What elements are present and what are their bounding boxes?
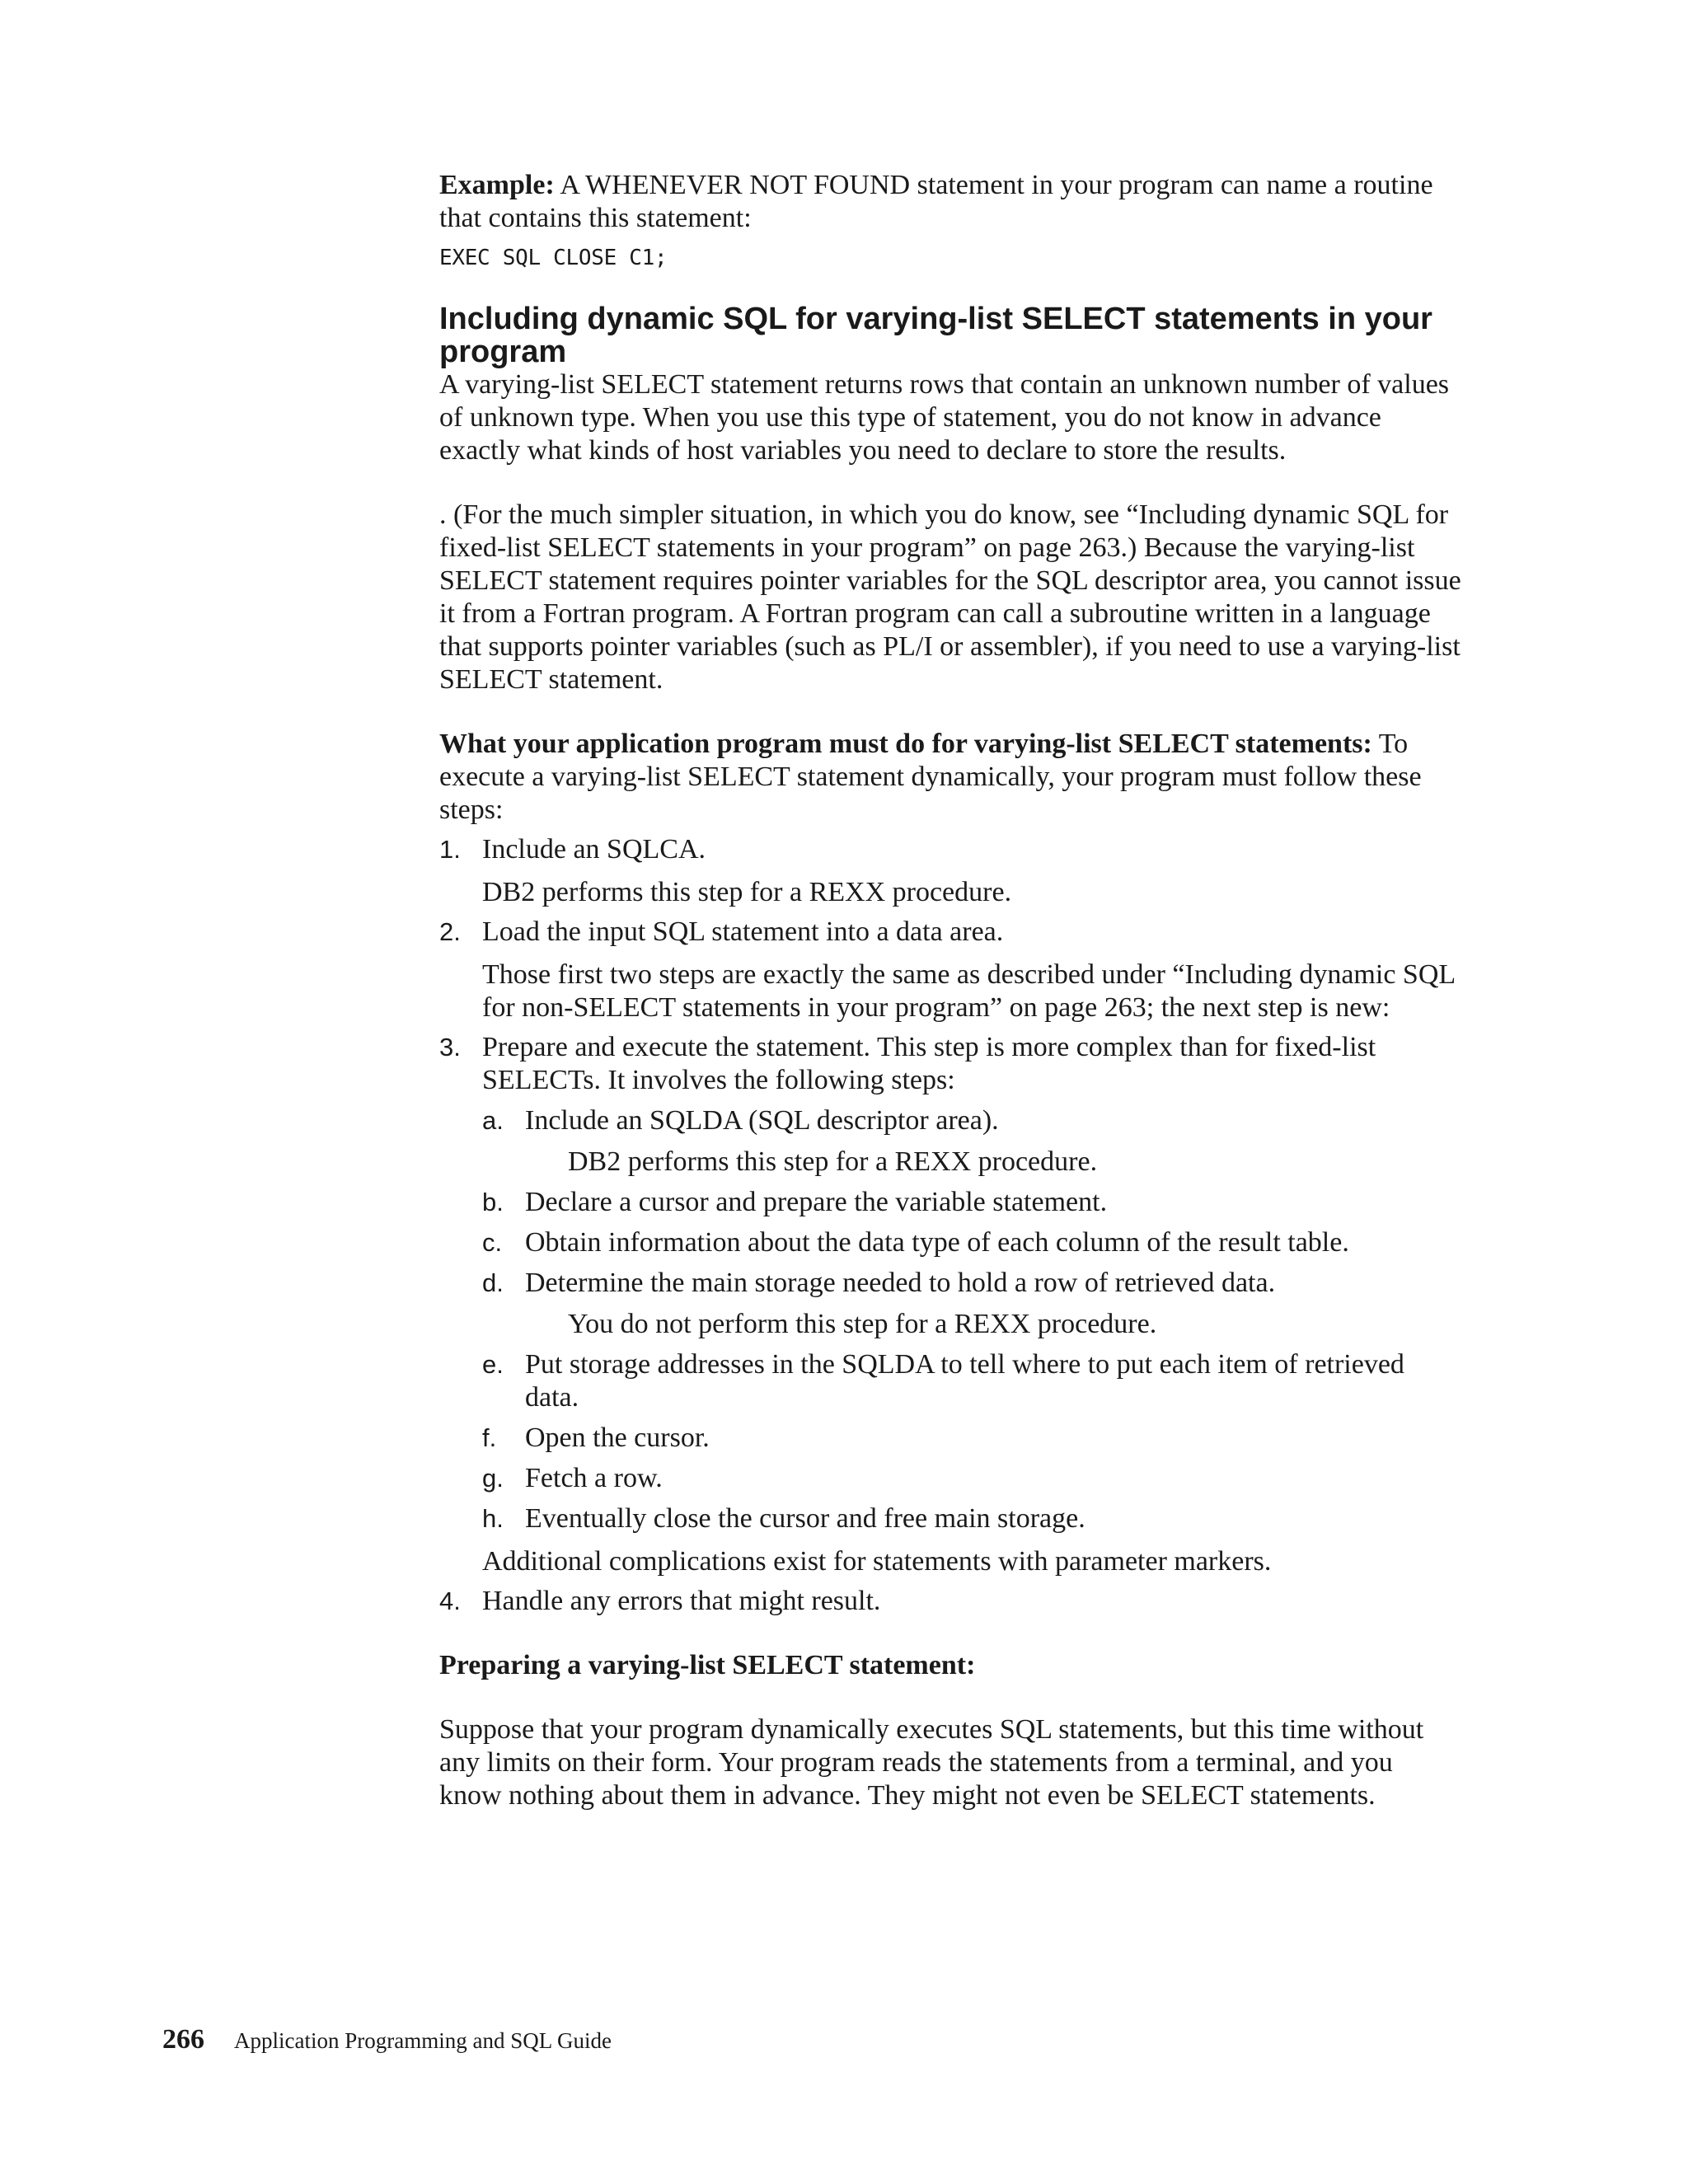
substep-item xyxy=(482,1348,1461,1414)
steps-intro-label: What your application program must do for varying-list SELECT statements: xyxy=(439,729,1372,759)
page-number: 266 xyxy=(162,2024,204,2055)
step-note: Those first two steps are exactly the same as described under “Including dynamic SQL for non-SELECT statements in your program” on page 263; the next step is new: xyxy=(482,959,1455,1023)
step-text: Prepare and execute the statement. This step is more complex than for fixed-list SELECTs. It involves the following steps: xyxy=(482,1032,1376,1095)
step-text: Load the input SQL statement into a data area. xyxy=(482,916,1004,947)
substep-text: Fetch a row. xyxy=(525,1463,663,1493)
example-label: Example: xyxy=(439,170,555,200)
step-note: DB2 performs this step for a REXX procedure. xyxy=(482,877,1012,907)
steps-intro-paragraph xyxy=(439,728,1461,827)
step-number: 2. xyxy=(439,917,461,946)
substep-letter: b. xyxy=(482,1188,504,1216)
substep-letter: d. xyxy=(482,1268,504,1297)
substep-text: Open the cursor. xyxy=(525,1422,710,1453)
substep-letter: f. xyxy=(482,1423,497,1452)
preparing-heading: Preparing a varying-list SELECT statement: xyxy=(439,1650,976,1680)
page-footer xyxy=(162,2024,612,2055)
step-number: 4. xyxy=(439,1586,461,1615)
intro-paragraph: A varying-list SELECT statement returns rows that contain an unknown number of values of unknown type. When you use this type of statement, you do not know in advance exactly what kinds of host variables you need to declare to store the results. xyxy=(439,369,1450,466)
substep-letter: e. xyxy=(482,1350,504,1379)
substep-note: You do not perform this step for a REXX procedure. xyxy=(568,1309,1157,1339)
step-note: Additional complications exist for statements with parameter markers. xyxy=(482,1546,1272,1577)
step-number: 1. xyxy=(439,835,461,864)
step-text: Handle any errors that might result. xyxy=(482,1586,881,1616)
step-number: 3. xyxy=(439,1033,461,1062)
substep-item xyxy=(482,1104,1461,1137)
substep-letter: c. xyxy=(482,1228,503,1257)
substeps-list xyxy=(482,1104,1461,1535)
substep-text: Eventually close the cursor and free main storage. xyxy=(525,1503,1085,1534)
substep-note: DB2 performs this step for a REXX procedure. xyxy=(568,1146,1098,1177)
substep-text: Put storage addresses in the SQLDA to tell where to put each item of retrieved data. xyxy=(525,1349,1404,1413)
step-text: Include an SQLCA. xyxy=(482,834,706,865)
substep-letter: a. xyxy=(482,1106,504,1135)
preparing-paragraph: Suppose that your program dynamically executes SQL statements, but this time without any limits on their form. Your program reads the statements from a terminal, and you know nothing about them in advance. They might not even be SELECT statements. xyxy=(439,1714,1424,1811)
code-sample: EXEC SQL CLOSE C1; xyxy=(439,246,668,270)
step-item xyxy=(439,1031,1461,1578)
example-paragraph xyxy=(439,169,1461,235)
section-heading: Including dynamic SQL for varying-list SELECT statements in your program xyxy=(439,302,1432,369)
step-item xyxy=(439,916,1461,1024)
substep-item xyxy=(482,1186,1461,1219)
substep-item xyxy=(482,1502,1461,1535)
fortran-paragraph: . (For the much simpler situation, in which you do know, see “Including dynamic SQL for fixed-list SELECT statements in your program” on page 263.) Because the varying-list SELECT statement requires pointer variables for the SQL descriptor area, you cannot issue it from a Fortran program. A Fortran program can call a subroutine written in a language that supports pointer variables (such as PL/I or assembler), if you need to use a varying-list SELECT statement. xyxy=(439,499,1461,695)
substep-text: Declare a cursor and prepare the variable statement. xyxy=(525,1187,1108,1217)
substep-item xyxy=(482,1462,1461,1495)
substep-item xyxy=(482,1226,1461,1259)
page-content xyxy=(439,169,1461,1812)
steps-list xyxy=(439,833,1461,1618)
steps-intro-text: To execute a varying-list SELECT statement dynamically, your program must follow these steps: xyxy=(439,729,1422,825)
substep-text: Obtain information about the data type of each column of the result table. xyxy=(525,1227,1349,1258)
substep-text: Determine the main storage needed to hold a row of retrieved data. xyxy=(525,1268,1276,1298)
substep-item xyxy=(482,1422,1461,1455)
substep-item xyxy=(482,1267,1461,1300)
book-title: Application Programming and SQL Guide xyxy=(234,2028,612,2053)
step-item xyxy=(439,833,1461,909)
substep-letter: g. xyxy=(482,1464,504,1493)
step-item xyxy=(439,1585,1461,1618)
substep-letter: h. xyxy=(482,1504,504,1533)
example-text: A WHENEVER NOT FOUND statement in your program can name a routine that contains this statement: xyxy=(439,170,1433,233)
substep-text: Include an SQLDA (SQL descriptor area). xyxy=(525,1105,999,1136)
